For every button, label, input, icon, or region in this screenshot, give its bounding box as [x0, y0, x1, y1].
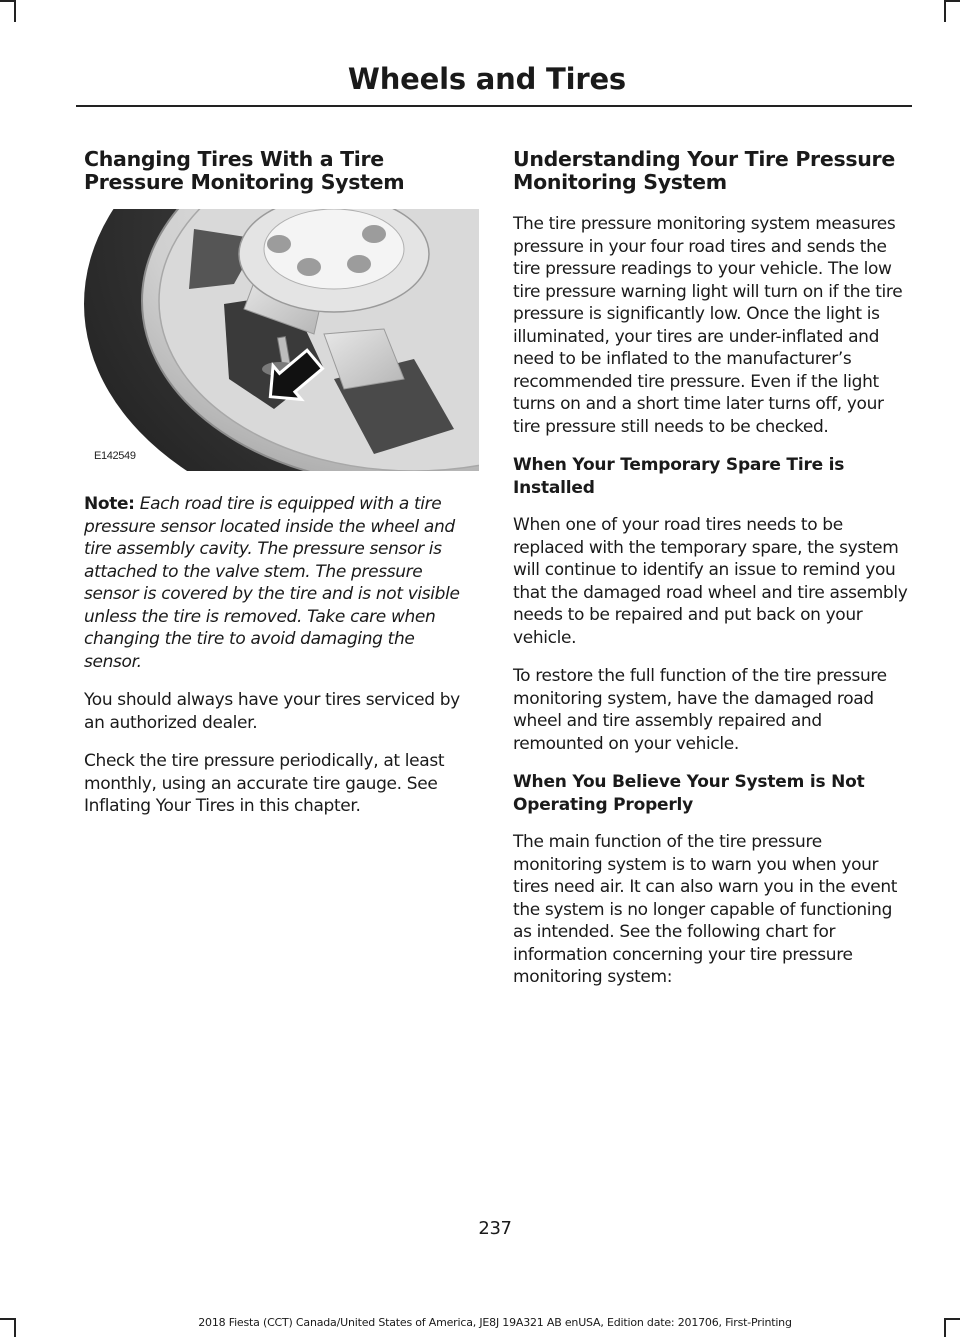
- paragraph-main-function: The main function of the tire pressure monitoring system is to warn you when your tires need air. It can also warn you in the event the system is no longer capable of functioning as intended. See the following chart for information concerning your tire pressure monitoring system:: [513, 832, 898, 987]
- note-paragraph: [84, 493, 476, 673]
- wheel-illustration: [84, 209, 479, 471]
- crop-mark: [14, 0, 16, 22]
- crop-mark: [0, 0, 14, 2]
- section-heading-understanding-tpms: Understanding Your Tire Pressure Monitoring System: [513, 147, 895, 194]
- paragraph-tpms-overview: The tire pressure monitoring system measures pressure in your four road tires and sends the tire pressure readings to your vehicle. The low tire pressure warning light will turn on if the tire pressure is significantly low. Once the light is illuminated, your tires are under-inflated and need to be inflated to the manufacturer’s recommended tire pressure. Even if the light turns on and a short time later turns off, your tire pressure still needs to be checked.: [513, 214, 903, 437]
- note-label: Note:: [84, 494, 135, 514]
- section-heading-changing-tires: Changing Tires With a Tire Pressure Monitoring System: [84, 147, 405, 194]
- page-number: 237: [478, 1218, 512, 1239]
- crop-mark: [946, 0, 960, 2]
- paragraph-service: You should always have your tires serviced by an authorized dealer.: [84, 690, 460, 733]
- paragraph-temporary-spare: When one of your road tires needs to be replaced with the temporary spare, the system will continue to identify an issue to remind you that the damaged road wheel and tire assembly needs to be repaired and put back on your vehicle.: [513, 515, 908, 648]
- footer-edition-text: 2018 Fiesta (CCT) Canada/United States of America, JE8J 19A321 AB enUSA, Edition date: 201706, First-Printing: [198, 1316, 792, 1329]
- paragraph-check-pressure: Check the tire pressure periodically, at least monthly, using an accurate tire gauge. See Inflating Your Tires in this chapter.: [84, 751, 445, 816]
- note-text: Each road tire is equipped with a tire pressure sensor located inside the wheel and tire assembly cavity. The pressure sensor is attached to the valve stem. The pressure sensor is covered by the tire and is not visible unless the tire is removed. Take care when changing the tire to avoid damaging the sensor.: [84, 494, 460, 672]
- header-rule: [76, 105, 912, 107]
- wheel-valve-stem-image: [84, 209, 479, 471]
- right-column: [513, 148, 911, 1005]
- subheading-temporary-spare: When Your Temporary Spare Tire is Installed: [513, 455, 845, 498]
- subheading-not-operating: When You Believe Your System is Not Operating Properly: [513, 772, 865, 815]
- paragraph-restore-function: To restore the full function of the tire pressure monitoring system, have the damaged road wheel and tire assembly repaired and remounted on your vehicle.: [513, 666, 887, 754]
- page-title: Wheels and Tires: [347, 62, 626, 96]
- crop-mark: [944, 0, 946, 22]
- figure-id: E142549: [94, 449, 136, 462]
- left-column: [84, 148, 476, 834]
